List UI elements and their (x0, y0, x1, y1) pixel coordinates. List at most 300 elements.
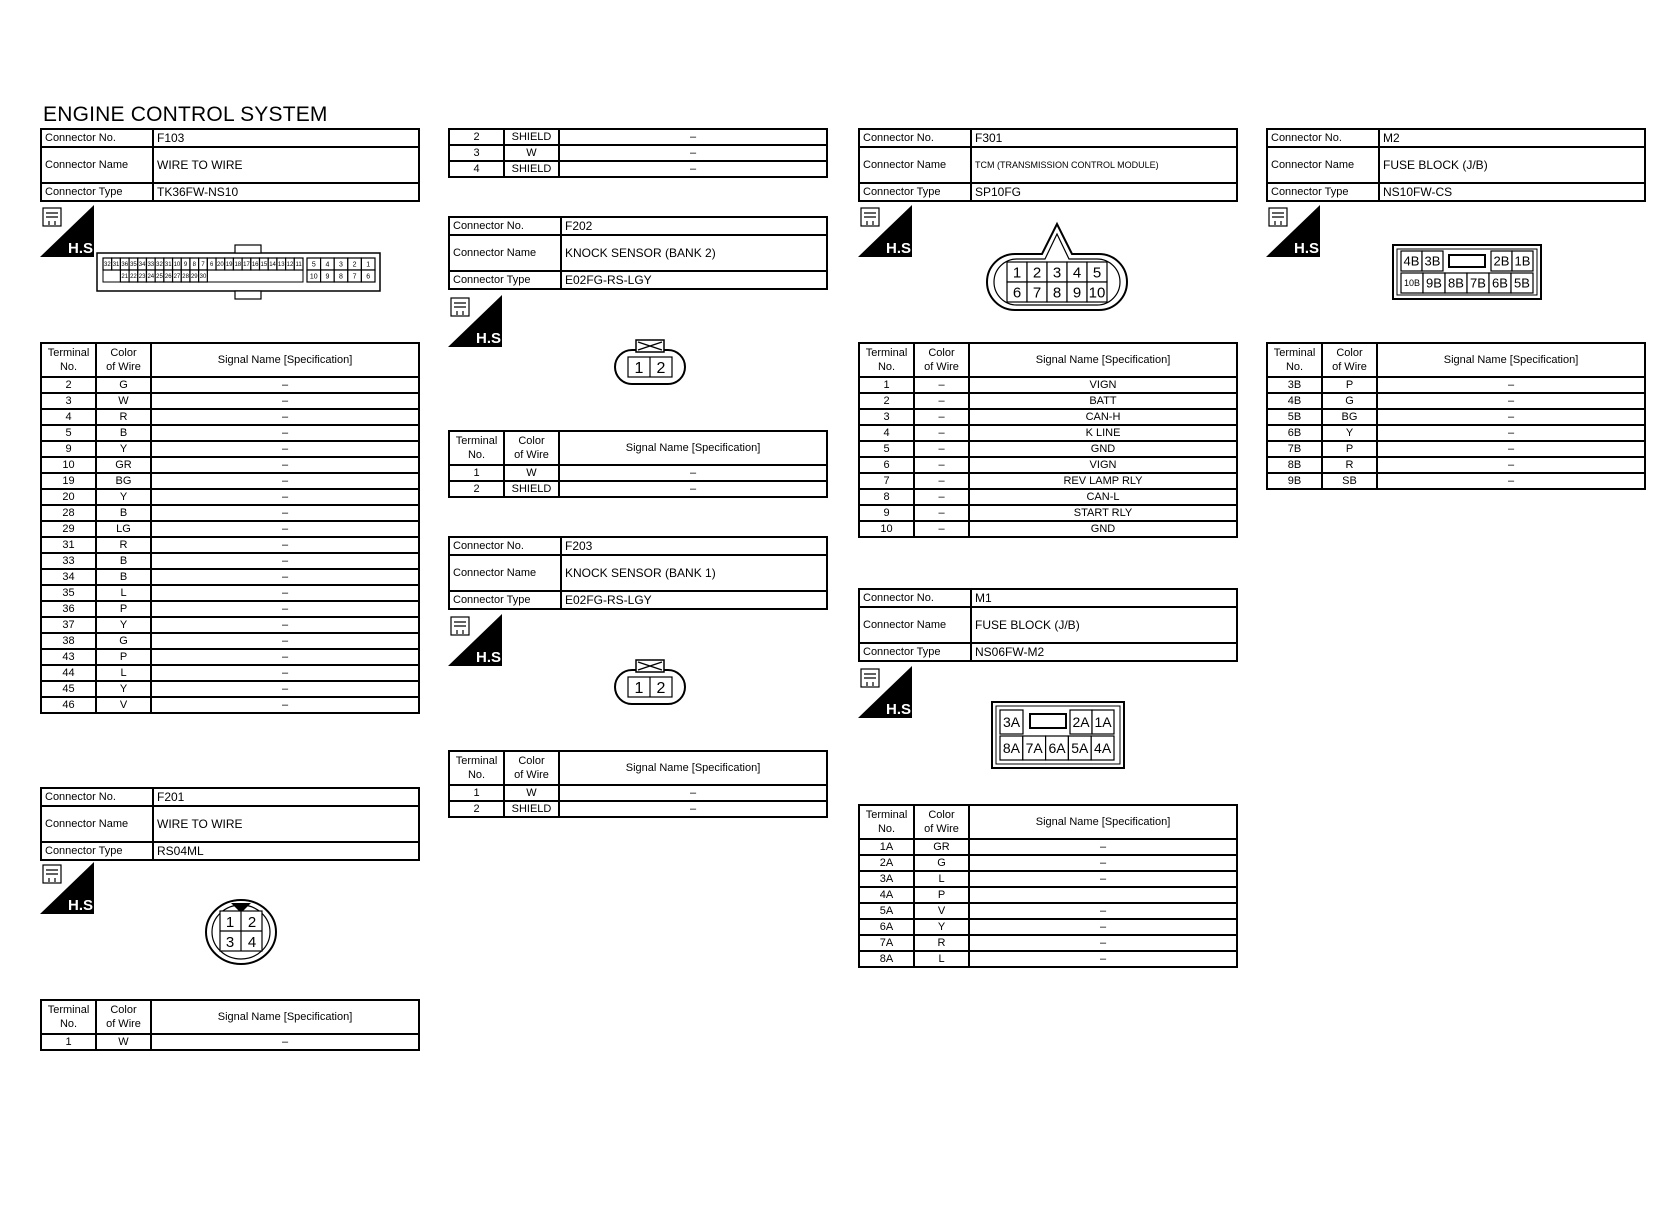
pin-label: 30 (199, 274, 207, 281)
signal-name-cell: – (151, 1034, 419, 1050)
harness-side-icon (448, 295, 506, 347)
pin-3: 3 (225, 934, 235, 951)
wire-color-cell: B (96, 553, 151, 569)
color-header: Color of Wire (1322, 343, 1377, 377)
pin-label: 3A (1002, 714, 1021, 731)
m2-connector-type: NS10FW-CS (1379, 183, 1645, 201)
pin-label: 9B (1426, 275, 1442, 291)
terminal-no-cell: 10 (859, 521, 914, 537)
signal-name-cell: – (1377, 441, 1645, 457)
signal-name-cell: – (151, 425, 419, 441)
f103-continued-rows (449, 129, 827, 177)
signal-name-cell: – (1377, 377, 1645, 393)
color-header: Color of Wire (96, 1000, 151, 1034)
table-row (859, 903, 1237, 919)
wire-color-cell: R (96, 409, 151, 425)
connector-type-label: Connector Type (1267, 183, 1379, 201)
signal-name-cell: VIGN (969, 377, 1237, 393)
harness-side-icon (858, 205, 916, 257)
table-row (859, 887, 1237, 903)
signal-name-cell (969, 887, 1237, 903)
pin-label: 24 (147, 274, 155, 281)
pin-label: 29 (190, 274, 198, 281)
table-row (859, 839, 1237, 855)
pin-1: 1 (634, 680, 644, 697)
terminal-no-cell: 1 (449, 465, 504, 481)
m2-terminal-block (1266, 342, 1646, 490)
hs-label: H.S. (886, 240, 916, 257)
table-row (449, 465, 827, 481)
f301-pin-grid (1007, 262, 1107, 302)
pin-label: 4A (1094, 740, 1112, 757)
harness-side-icon (858, 666, 916, 718)
f202-connector-no: F202 (561, 217, 827, 235)
wire-color-cell: – (914, 489, 969, 505)
table-row (859, 521, 1237, 537)
terminal-no-cell: 28 (41, 505, 96, 521)
wire-color-cell: L (914, 951, 969, 967)
signal-name-cell: – (969, 951, 1237, 967)
terminal-no-cell: 4A (859, 887, 914, 903)
pin-1: 1 (634, 360, 644, 377)
wire-color-cell: G (96, 377, 151, 393)
harness-side-icon (40, 205, 98, 257)
f103-connector-no: F103 (153, 129, 419, 147)
wire-color-cell: – (914, 393, 969, 409)
wire-color-cell: Y (96, 681, 151, 697)
table-row (859, 441, 1237, 457)
signal-name-cell: GND (969, 521, 1237, 537)
color-header: Color of Wire (504, 431, 559, 465)
terminal-no-cell: 2 (859, 393, 914, 409)
signal-name-cell: VIGN (969, 457, 1237, 473)
pin-label: 1B (1514, 253, 1531, 269)
pin-label: 8 (1052, 284, 1062, 302)
terminal-no-cell: 1A (859, 839, 914, 855)
m2-terminal-rows (1267, 377, 1645, 489)
table-row (449, 785, 827, 801)
table-row (41, 601, 419, 617)
signal-name-cell: – (151, 505, 419, 521)
terminal-no-cell: 1 (41, 1034, 96, 1050)
signal-name-cell: – (151, 409, 419, 425)
pin-label: 7 (201, 262, 205, 269)
pin-label: 11 (295, 262, 302, 269)
color-header: Color of Wire (96, 343, 151, 377)
wire-color-cell: – (914, 377, 969, 393)
pin-label: 17 (243, 262, 250, 269)
signal-name-cell: – (1377, 473, 1645, 489)
m2-terminal-table (1266, 342, 1646, 490)
signal-name-cell: – (969, 871, 1237, 887)
wire-color-cell: W (96, 393, 151, 409)
signal-name-cell: – (559, 801, 827, 817)
pin-label: 32 (156, 262, 163, 269)
pin-label: 6 (210, 262, 214, 269)
table-row (41, 521, 419, 537)
signal-name-cell: – (559, 465, 827, 481)
terminal-no-header: Terminal No. (1267, 343, 1322, 377)
pin-label: 7 (352, 273, 357, 281)
terminal-no-cell: 5A (859, 903, 914, 919)
signal-header: Signal Name [Specification] (559, 431, 827, 465)
pin-label: 1A (1094, 714, 1112, 731)
pin-label: 36 (121, 262, 129, 269)
f202-info-block (448, 216, 828, 290)
pin-label: 22 (130, 274, 137, 281)
table-row (449, 481, 827, 497)
f103-connector-name: WIRE TO WIRE (153, 147, 419, 183)
color-header: Color of Wire (914, 805, 969, 839)
terminal-no-cell: 36 (41, 601, 96, 617)
table-row (41, 665, 419, 681)
table-row (1267, 409, 1645, 425)
connector-no-label: Connector No. (41, 129, 153, 147)
hs-label: H.S. (476, 330, 506, 347)
connector-name-label: Connector Name (41, 147, 153, 183)
table-row (859, 457, 1237, 473)
wire-color-cell: LG (96, 521, 151, 537)
signal-name-cell: – (969, 935, 1237, 951)
terminal-no-cell: 8 (859, 489, 914, 505)
terminal-no-cell: 1 (859, 377, 914, 393)
pin-label: 35 (130, 262, 137, 269)
pin-label: 7B (1470, 275, 1486, 291)
terminal-no-cell: 44 (41, 665, 96, 681)
f203-connector-name: KNOCK SENSOR (BANK 1) (561, 555, 827, 591)
signal-name-cell: – (151, 473, 419, 489)
terminal-no-cell: 8A (859, 951, 914, 967)
f201-info-table (40, 787, 420, 861)
pin-label: 7A (1025, 740, 1043, 757)
pin-label: 6 (366, 273, 371, 281)
terminal-no-cell: 2 (449, 801, 504, 817)
m1-terminal-rows (859, 839, 1237, 967)
terminal-no-cell: 20 (41, 489, 96, 505)
f201-connector-name: WIRE TO WIRE (153, 806, 419, 842)
connector-type-label: Connector Type (41, 842, 153, 860)
connector-name-label: Connector Name (449, 235, 561, 271)
table-row (449, 801, 827, 817)
hs-label: H.S. (886, 701, 916, 718)
table-row (41, 377, 419, 393)
wire-color-cell: SHIELD (504, 801, 559, 817)
m2-info-table (1266, 128, 1646, 202)
terminal-no-cell: 7A (859, 935, 914, 951)
pin-label: 1 (366, 261, 371, 269)
wire-color-cell: R (96, 537, 151, 553)
table-row (1267, 457, 1645, 473)
terminal-no-cell: 3 (41, 393, 96, 409)
table-row (1267, 425, 1645, 441)
terminal-no-header: Terminal No. (449, 751, 504, 785)
harness-side-icon (1266, 205, 1324, 257)
wire-color-cell: Y (1322, 425, 1377, 441)
signal-name-cell: – (151, 665, 419, 681)
terminal-no-cell: 38 (41, 633, 96, 649)
wire-color-cell: P (96, 601, 151, 617)
signal-name-cell: – (151, 569, 419, 585)
signal-name-cell: START RLY (969, 505, 1237, 521)
signal-name-cell: – (151, 585, 419, 601)
wire-color-cell: GR (96, 457, 151, 473)
signal-name-cell: – (151, 617, 419, 633)
table-row (859, 409, 1237, 425)
connector-name-label: Connector Name (859, 607, 971, 643)
table-row (41, 425, 419, 441)
signal-name-cell: – (151, 633, 419, 649)
wire-color-cell: G (1322, 393, 1377, 409)
wire-color-cell: SHIELD (504, 481, 559, 497)
m1-info-table (858, 588, 1238, 662)
signal-name-cell: – (1377, 409, 1645, 425)
wire-color-cell: R (1322, 457, 1377, 473)
key-slot (1449, 255, 1485, 267)
signal-name-cell: – (151, 601, 419, 617)
wire-color-cell: B (96, 425, 151, 441)
table-row (1267, 473, 1645, 489)
f301-connector-name: TCM (TRANSMISSION CONTROL MODULE) (971, 147, 1237, 183)
signal-header: Signal Name [Specification] (1377, 343, 1645, 377)
pin-1: 1 (225, 914, 235, 931)
table-row (859, 855, 1237, 871)
pin-2: 2 (656, 360, 666, 377)
wire-color-cell: – (914, 409, 969, 425)
wire-color-cell: W (504, 785, 559, 801)
wire-color-cell: – (914, 521, 969, 537)
table-row (41, 457, 419, 473)
table-row (859, 473, 1237, 489)
f202-connector-name: KNOCK SENSOR (BANK 2) (561, 235, 827, 271)
f301-info-table (858, 128, 1238, 202)
connector-type-label: Connector Type (41, 183, 153, 201)
wire-color-cell: L (96, 585, 151, 601)
table-row (41, 409, 419, 425)
wire-color-cell: L (96, 665, 151, 681)
f301-terminal-table (858, 342, 1238, 538)
pin-label: 13 (277, 262, 285, 269)
signal-name-cell: – (1377, 425, 1645, 441)
terminal-no-cell: 4 (449, 161, 504, 177)
table-row (41, 505, 419, 521)
f103-terminal-table (40, 342, 420, 714)
f301-info-block (858, 128, 1238, 202)
hs-label: H.S. (1294, 240, 1324, 257)
f202-terminal-table (448, 430, 828, 498)
signal-name-cell: – (559, 129, 827, 145)
connector-no-label: Connector No. (449, 217, 561, 235)
wire-color-cell: L (914, 871, 969, 887)
wire-color-cell: GR (914, 839, 969, 855)
m1-terminal-table (858, 804, 1238, 968)
terminal-no-header: Terminal No. (859, 805, 914, 839)
pin-label: 32 (104, 262, 111, 269)
connector-no-label: Connector No. (449, 537, 561, 555)
table-row (859, 871, 1237, 887)
pin-label: 15 (260, 262, 268, 269)
wire-color-cell: – (914, 425, 969, 441)
signal-name-cell: – (151, 537, 419, 553)
m1-connector-diagram (990, 700, 1126, 770)
terminal-no-cell: 3B (1267, 377, 1322, 393)
table-row (41, 697, 419, 713)
f301-connector-type: SP10FG (971, 183, 1237, 201)
f203-connector-diagram (613, 658, 687, 706)
terminal-no-cell: 5 (41, 425, 96, 441)
table-row (449, 145, 827, 161)
signal-name-cell: BATT (969, 393, 1237, 409)
pin-label: 23 (138, 274, 146, 281)
signal-name-cell: K LINE (969, 425, 1237, 441)
table-row (859, 935, 1237, 951)
m2-info-block (1266, 128, 1646, 202)
f201-terminal-table (40, 999, 420, 1051)
pin-label: 16 (251, 262, 259, 269)
signal-name-cell: CAN-H (969, 409, 1237, 425)
table-row (41, 1034, 419, 1050)
f103-terminal-rows (41, 377, 419, 713)
f301-connector-no: F301 (971, 129, 1237, 147)
signal-header: Signal Name [Specification] (969, 805, 1237, 839)
table-row (1267, 393, 1645, 409)
f201-connector-no: F201 (153, 788, 419, 806)
key-slot (1030, 714, 1066, 728)
pin-label: 4 (1072, 264, 1082, 282)
page-title: ENGINE CONTROL SYSTEM (43, 103, 328, 126)
signal-name-cell: – (969, 903, 1237, 919)
signal-name-cell: – (151, 489, 419, 505)
pin-label: 12 (286, 262, 294, 269)
pin-label: 2 (352, 261, 357, 269)
harness-side-icon (448, 614, 506, 666)
terminal-no-cell: 4 (41, 409, 96, 425)
wire-color-cell: V (914, 903, 969, 919)
pin-label: 4 (325, 261, 330, 269)
signal-name-cell: – (151, 649, 419, 665)
f103-continued-block (448, 128, 828, 178)
terminal-no-cell: 2 (449, 481, 504, 497)
signal-name-cell: CAN-L (969, 489, 1237, 505)
pin-label: 8A (1002, 740, 1020, 757)
wire-color-cell: W (504, 145, 559, 161)
color-header: Color of Wire (914, 343, 969, 377)
terminal-no-cell: 19 (41, 473, 96, 489)
m2-connector-no: M2 (1379, 129, 1645, 147)
table-row (859, 505, 1237, 521)
terminal-no-header: Terminal No. (449, 431, 504, 465)
pin-label: 28 (182, 274, 189, 281)
pin-label: 2 (1032, 264, 1042, 282)
pin-label: 5 (311, 261, 316, 269)
pin-label: 2B (1493, 253, 1510, 269)
f201-terminal-rows (41, 1034, 419, 1050)
connector-name-label: Connector Name (449, 555, 561, 591)
wire-color-cell: G (914, 855, 969, 871)
terminal-no-cell: 7B (1267, 441, 1322, 457)
wire-color-cell: Y (96, 441, 151, 457)
hs-label: H.S. (68, 240, 98, 257)
pin-label: 3B (1424, 253, 1441, 269)
pin-2: 2 (656, 680, 666, 697)
table-row (41, 681, 419, 697)
terminal-no-cell: 45 (41, 681, 96, 697)
wire-color-cell: V (96, 697, 151, 713)
pin-label: 4B (1403, 253, 1420, 269)
pin-4: 4 (247, 934, 257, 951)
pin-label: 20 (217, 262, 224, 269)
terminal-no-cell: 37 (41, 617, 96, 633)
table-row (41, 441, 419, 457)
pin-label: 10 (1088, 284, 1106, 302)
f201-terminal-block (40, 999, 420, 1051)
pin-label: 3 (1052, 264, 1062, 282)
signal-name-cell: – (151, 553, 419, 569)
pin-label: 9 (1072, 284, 1082, 302)
terminal-no-cell: 6 (859, 457, 914, 473)
connector-type-label: Connector Type (859, 643, 971, 661)
pin-label: 10B (1403, 278, 1421, 289)
m1-connector-name: FUSE BLOCK (J/B) (971, 607, 1237, 643)
signal-name-cell: – (151, 393, 419, 409)
signal-header: Signal Name [Specification] (559, 751, 827, 785)
table-row (41, 569, 419, 585)
table-row (859, 951, 1237, 967)
f301-terminal-block (858, 342, 1238, 538)
m2-connector-diagram (1391, 243, 1543, 301)
f203-connector-no: F203 (561, 537, 827, 555)
signal-name-cell: – (969, 855, 1237, 871)
wire-color-cell: P (914, 887, 969, 903)
pin-label: 6A (1048, 740, 1066, 757)
terminal-no-cell: 31 (41, 537, 96, 553)
f103-connector-type: TK36FW-NS10 (153, 183, 419, 201)
terminal-no-cell: 34 (41, 569, 96, 585)
wire-color-cell: B (96, 569, 151, 585)
terminal-no-cell: 35 (41, 585, 96, 601)
connector-type-label: Connector Type (859, 183, 971, 201)
terminal-no-header: Terminal No. (859, 343, 914, 377)
signal-name-cell: – (151, 681, 419, 697)
pin-label: 5B (1514, 275, 1530, 291)
f301-connector-diagram (985, 222, 1129, 314)
table-row (41, 553, 419, 569)
connector-no-label: Connector No. (859, 589, 971, 607)
table-row (859, 489, 1237, 505)
m1-terminal-block (858, 804, 1238, 968)
f103-info-block (40, 128, 420, 202)
pin-label: 34 (138, 262, 146, 269)
terminal-no-cell: 4B (1267, 393, 1322, 409)
signal-name-cell: – (151, 441, 419, 457)
signal-name-cell: – (151, 457, 419, 473)
wire-color-cell: SHIELD (504, 161, 559, 177)
m1-connector-no: M1 (971, 589, 1237, 607)
pin-label: 3 (339, 261, 343, 269)
wire-color-cell: BG (1322, 409, 1377, 425)
terminal-no-cell: 33 (41, 553, 96, 569)
f203-info-block (448, 536, 828, 610)
f202-info-table (448, 216, 828, 290)
f301-terminal-rows (859, 377, 1237, 537)
f203-terminal-table (448, 750, 828, 818)
terminal-no-cell: 3 (859, 409, 914, 425)
signal-name-cell: GND (969, 441, 1237, 457)
terminal-no-cell: 3A (859, 871, 914, 887)
connector-name-label: Connector Name (1267, 147, 1379, 183)
m1-connector-type: NS06FW-M2 (971, 643, 1237, 661)
pin-label: 21 (121, 274, 129, 281)
wire-color-cell: BG (96, 473, 151, 489)
